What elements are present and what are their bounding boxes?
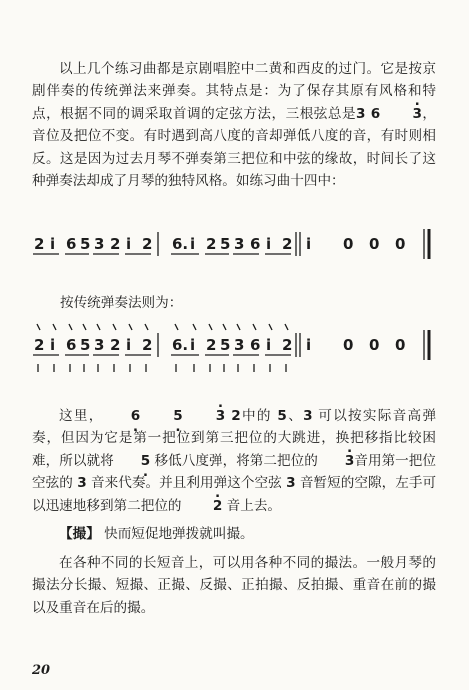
score-note: 2 [282, 235, 293, 253]
score-note: 5 [80, 235, 91, 253]
text-segment: 、 [286, 408, 304, 424]
score-note: i [306, 235, 312, 253]
score-note: i [266, 235, 272, 253]
score-note: i [126, 336, 132, 354]
pluck-stroke-mark [97, 324, 100, 330]
score-note: 2 [110, 336, 121, 354]
string-note: . 3 [385, 103, 421, 125]
caption-traditional: 按传统弹奏法则为： [60, 295, 183, 311]
text-segment: 音来代奏。并且利用弹这个空弦 [91, 475, 282, 492]
score-note: 0 [343, 235, 354, 253]
inline-note: . 3 [189, 405, 225, 427]
score-note: 6. [172, 336, 189, 354]
score-note: 5 [220, 336, 231, 354]
score-note: 3 [234, 336, 245, 354]
paragraph-intro-text-a: 以上几个练习曲都是京剧唱腔中二黄和西皮的过门。它是按京剧伴奏的传统弹法来弹奏。其特点是：为了保存其原有风格和特点，根据不同的调采取首调的定弦方法，三根弦总是 [32, 61, 436, 122]
inline-note: 3 [303, 408, 313, 424]
score-note: 2 [34, 235, 45, 253]
score-note: 2 [34, 336, 45, 354]
inline-note: 3 [286, 475, 296, 492]
term-name: 撮 [72, 526, 87, 542]
text-segment: 中的 [240, 408, 272, 424]
score-note: i [50, 336, 56, 354]
score-note: 6 [66, 235, 77, 253]
score-note: 3 [234, 235, 245, 253]
pluck-stroke-mark [209, 324, 212, 330]
score-note: 0 [395, 336, 406, 354]
text-segment: 这里， [59, 408, 104, 424]
string-note: 6 [370, 105, 381, 122]
score-note: 2 [206, 235, 217, 253]
term-definition [32, 523, 436, 545]
pluck-stroke-mark [269, 324, 272, 330]
text-segment: 音暂短的空隙，左手可以迅速地移到第二把位的 [32, 475, 437, 514]
pluck-stroke-mark [253, 324, 256, 330]
score-note: i [306, 336, 312, 354]
inline-note: 2 [231, 408, 241, 424]
score-note: 6. [172, 235, 189, 253]
pluck-stroke-mark [113, 324, 116, 330]
term-text: 快而短促地弹拨就叫撮。 [104, 526, 254, 542]
inline-note: 3 [77, 475, 87, 492]
text-segment: 移低八度弹，将第二把位的 [154, 452, 318, 469]
text-segment: 音上去。 [226, 497, 282, 514]
text-segment: 可以按实际音高弹奏，但因为它是第一把位到第三把位的大跳进，换把移指比较困难，所以就将 [32, 408, 437, 469]
paragraph-techniques: 在各种不同的长短音上，可以用各种不同的撮法。一般月琴的撮法分长撮、短撮、正撮、反撮、正拍撮、反拍撮、重音在前的撮以及重音在后的撮。 [32, 555, 436, 616]
page-number: 20 [32, 663, 51, 678]
score-note: 2 [142, 336, 153, 354]
score-note: i [266, 336, 272, 354]
pluck-stroke-mark [83, 324, 86, 330]
score-note: 5 [220, 235, 231, 253]
pluck-stroke-mark [285, 324, 288, 330]
pluck-stroke-mark [129, 324, 132, 330]
score-note: 2 [206, 336, 217, 354]
score-note: 6 [250, 235, 261, 253]
score-note: 6 [66, 336, 77, 354]
bracket-open: 【 [59, 526, 73, 542]
pluck-stroke-mark [37, 324, 40, 330]
score-note: 0 [369, 336, 380, 354]
text-segment: 音用第一把位空弦的 [32, 452, 437, 492]
score-note: 3 [94, 235, 105, 253]
score-note: 5 [80, 336, 91, 354]
inline-notes [104, 408, 241, 424]
score-note: 0 [369, 235, 380, 253]
inline-note: 5 . [146, 405, 182, 427]
score-note: 6 [250, 336, 261, 354]
score-note: 2 [110, 235, 121, 253]
pluck-stroke-mark [53, 324, 56, 330]
inline-note: . 2 [186, 495, 222, 517]
inline-note: 5 . [114, 450, 150, 472]
pluck-stroke-mark [69, 324, 72, 330]
paragraph-explanation [32, 405, 436, 517]
score-note: 0 [343, 336, 354, 354]
score-note: 2 [142, 235, 153, 253]
string-note: 3 [356, 105, 366, 122]
score-note: 0 [395, 235, 406, 253]
score-note: i [126, 235, 132, 253]
score-note: i [50, 235, 56, 253]
example-1 [33, 229, 429, 259]
bracket-close: 】 [86, 526, 100, 542]
pluck-stroke-mark [145, 324, 148, 330]
inline-note: 6 . [104, 405, 140, 427]
pluck-stroke-mark [175, 324, 178, 330]
example-2 [33, 324, 429, 372]
inline-note: . 3 [318, 450, 354, 472]
score-note: 2 [282, 336, 293, 354]
pluck-stroke-mark [223, 324, 226, 330]
score-note: i [190, 235, 196, 253]
score-note: i [190, 336, 196, 354]
pluck-stroke-mark [193, 324, 196, 330]
paragraph-intro-text-b: ，音位及把位不变。有时遇到高八度的音却弹低八度的音，有时则相反。这是因为过去月琴不弹奏第三把位和中弦的缘故，时间长了这种弹奏法却成了月琴的独特风格。如练习曲十四中： [32, 105, 437, 190]
score-note: 3 [94, 336, 105, 354]
pluck-stroke-mark [237, 324, 240, 330]
inline-note: 5 [277, 408, 287, 424]
